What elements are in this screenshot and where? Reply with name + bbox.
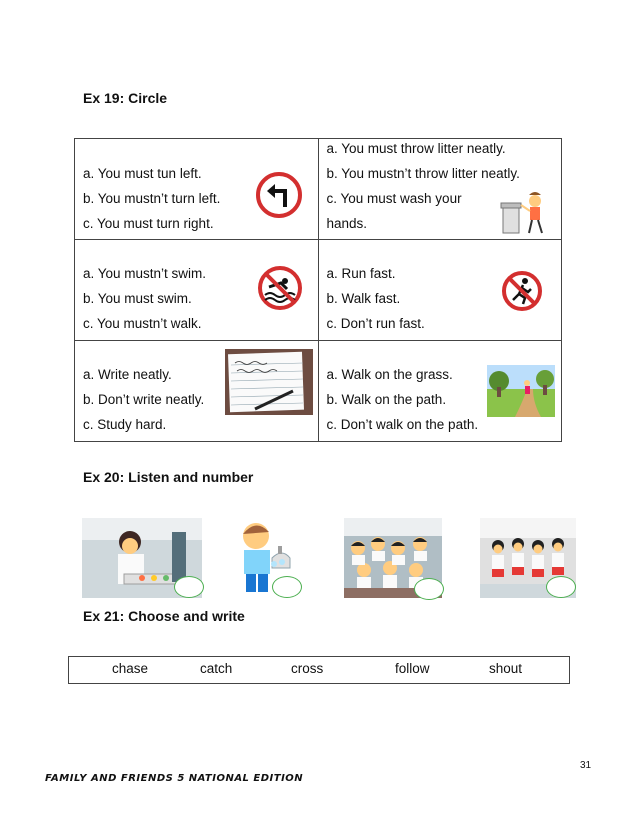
option-c[interactable]: c. Don’t walk on the path.	[326, 417, 479, 432]
litter-bin-picture	[499, 191, 551, 237]
ex19-cell-6	[318, 341, 562, 442]
word-shout: shout	[489, 661, 523, 676]
option-b[interactable]: b. You must swim.	[83, 291, 192, 306]
option-b[interactable]: b. You mustn’t turn left.	[83, 191, 221, 206]
word-bank-box	[68, 656, 570, 684]
option-c[interactable]: c. Study hard.	[83, 417, 167, 432]
ex19-cell-4	[318, 240, 562, 341]
footer-title: FAMILY AND FRIENDS 5 NATIONAL EDITION	[45, 773, 304, 784]
ex21-title: Ex 21: Choose and write	[83, 608, 245, 624]
option-b[interactable]: b. You mustn’t throw litter neatly.	[326, 166, 520, 181]
option-b[interactable]: b. Walk on the path.	[326, 392, 447, 407]
option-c[interactable]: c. You must wash your	[326, 191, 462, 206]
ex20-title: Ex 20: Listen and number	[83, 469, 254, 485]
ex19-cell-1	[75, 139, 319, 240]
turn-left-sign-icon	[255, 171, 303, 219]
answer-circle-1[interactable]	[174, 576, 204, 598]
word-follow: follow	[395, 661, 430, 676]
option-a[interactable]: a. Write neatly.	[83, 367, 172, 382]
handwriting-photo	[225, 349, 313, 415]
option-c[interactable]: c. You must turn right.	[83, 216, 214, 231]
option-b[interactable]: b. Walk fast.	[326, 291, 401, 306]
page-number: 31	[580, 760, 592, 771]
option-a[interactable]: a. You must throw litter neatly.	[326, 141, 506, 156]
word-chase: chase	[112, 661, 149, 676]
option-c-continued: hands.	[326, 216, 368, 231]
option-a[interactable]: a. Run fast.	[326, 266, 396, 281]
ex19-cell-3	[75, 240, 319, 341]
ex19-title: Ex 19: Circle	[83, 90, 168, 106]
no-running-sign-icon	[501, 270, 543, 312]
word-catch: catch	[200, 661, 233, 676]
option-a[interactable]: a. Walk on the grass.	[326, 367, 453, 382]
answer-circle-2[interactable]	[272, 576, 302, 598]
option-a[interactable]: a. You must tun left.	[83, 166, 202, 181]
ex19-cell-5	[75, 341, 319, 442]
option-c[interactable]: c. You mustn’t walk.	[83, 316, 202, 331]
word-cross: cross	[291, 661, 324, 676]
answer-circle-3[interactable]	[414, 578, 444, 600]
option-a[interactable]: a. You mustn’t swim.	[83, 266, 207, 281]
no-swimming-sign-icon	[257, 265, 303, 311]
ex19-cell-2	[318, 139, 562, 240]
answer-circle-4[interactable]	[546, 576, 576, 598]
ex19-table	[74, 138, 562, 442]
park-path-picture	[487, 365, 555, 417]
option-c[interactable]: c. Don’t run fast.	[326, 316, 425, 331]
option-b[interactable]: b. Don’t write neatly.	[83, 392, 205, 407]
